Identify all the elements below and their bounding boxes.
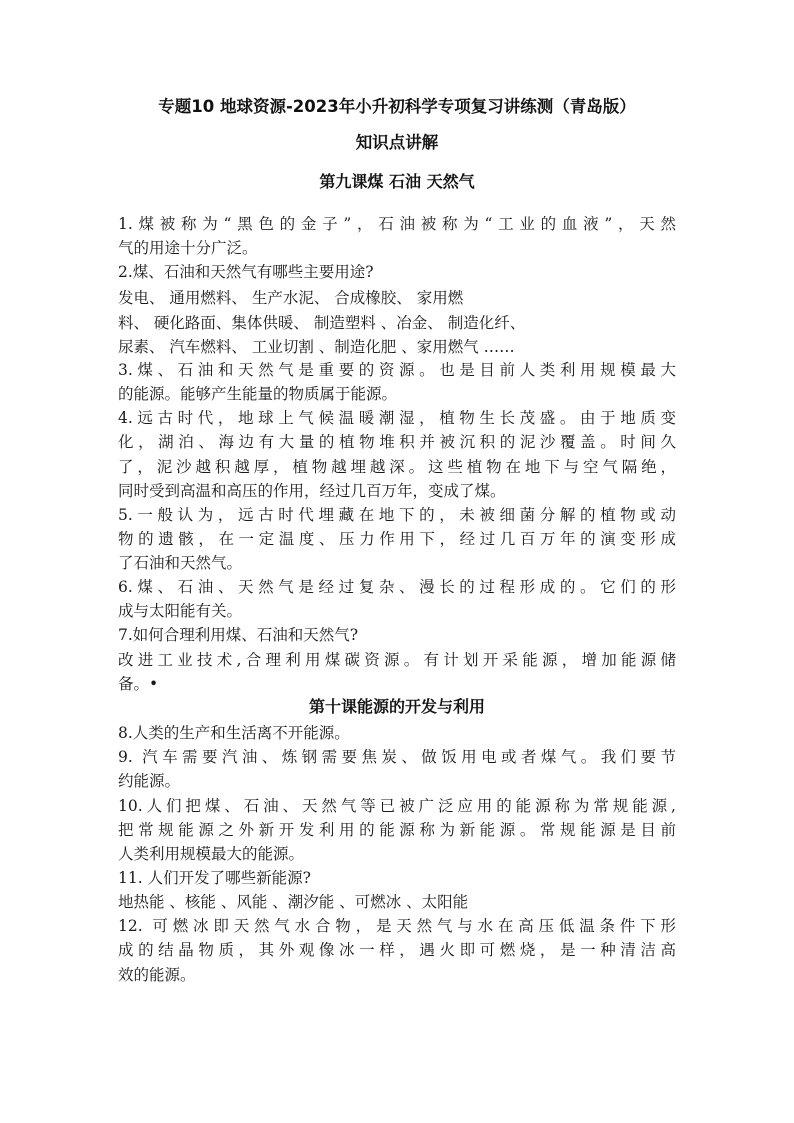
paragraph-line: 料、 硬化路面、集体供暖、 制造塑料 、冶金、 制造化纤、 — [118, 314, 526, 332]
paragraph-line: 气的用途十分广泛。 — [118, 239, 258, 257]
paragraph-line: 化，湖泊、海边有大量的植物堆积并被沉积的泥沙覆盖。时间久 — [118, 433, 676, 451]
paragraph-line: 备。• — [118, 675, 159, 693]
lesson-9-title: 第九课煤 石油 天然气 — [319, 172, 475, 191]
paragraph-line: 改进工业技术,合理利用煤碳资源。有计划开采能源，增加能源储 — [118, 651, 676, 669]
paragraph-line: 把常规能源之外新开发利用的能源称为新能源。常规能源是目前 — [118, 821, 676, 839]
paragraph-line: 4.远古时代，地球上气候温暖潮湿，植物生长茂盛。由于地质变 — [118, 409, 676, 427]
paragraph-line: 8.人类的生产和生活离不开能源。 — [118, 724, 350, 742]
paragraph-line: 9. 汽车需要汽油、炼钢需要焦炭、做饭用电或者煤气。我们要节 — [118, 748, 676, 766]
paragraph-line: 尿素、 汽车燃料、 工业切割 、制造化肥 、家用燃气 …… — [118, 338, 515, 356]
paragraph-line: 的能源。能够产生能量的物质属于能源。 — [118, 385, 398, 403]
paragraph-line: 了石油和天然气。 — [118, 554, 243, 572]
paragraph-line: 同时受到高温和高压的作用，经过几百万年，变成了煤。 — [118, 482, 506, 500]
paragraph-line: 物的遗骸，在一定温度、压力作用下，经过几百万年的演变形成 — [118, 530, 676, 548]
lesson-10-title: 第十课能源的开发与利用 — [308, 697, 485, 716]
paragraph-line: 12. 可燃冰即天然气水合物，是天然气与水在高压低温条件下形 — [118, 917, 676, 935]
paragraph-line: 7.如何合理利用煤、石油和天然气? — [118, 626, 359, 644]
paragraph-line: 2.煤、石油和天然气有哪些主要用途? — [118, 263, 374, 281]
paragraph-line: 地热能 、核能 、风能 、潮汐能 、可燃冰 、太阳能 — [118, 893, 469, 911]
paragraph-line: 约能源。 — [118, 772, 181, 790]
paragraph-line: 3.煤、石油和天然气是重要的资源。也是目前人类利用规模最大 — [118, 361, 676, 379]
document-subtitle: 知识点讲解 — [355, 133, 439, 152]
paragraph-line: 10.人们把煤、石油、天然气等已被广泛应用的能源称为常规能源, — [118, 797, 676, 815]
paragraph-line: 成与太阳能有关。 — [118, 602, 243, 620]
paragraph-line: 了，泥沙越积越厚，植物越埋越深。这些植物在地下与空气隔绝， — [118, 458, 676, 476]
paragraph-line: 11. 人们开发了哪些新能源? — [118, 869, 311, 887]
paragraph-line: 成的结晶物质，其外观像冰一样，遇火即可燃烧，是一种清洁高 — [118, 941, 676, 959]
paragraph-line: 5.一般认为，远古时代埋藏在地下的，未被细菌分解的植物或动 — [118, 506, 676, 524]
paragraph-line: 6.煤、石油、天然气是经过复杂、漫长的过程形成的。它们的形 — [118, 578, 676, 596]
paragraph-line: 效的能源。 — [118, 966, 196, 984]
document-title: 专题10 地球资源-2023年小升初科学专项复习讲练测（青岛版） — [158, 97, 636, 116]
paragraph-line: 发电、 通用燃料、 生产水泥、 合成橡胶、 家用燃 — [118, 289, 464, 307]
paragraph-line: 1.煤被称为“黑色的金子”，石油被称为“工业的血液”，天然 — [118, 215, 676, 233]
paragraph-line: 人类利用规模最大的能源。 — [118, 845, 305, 863]
